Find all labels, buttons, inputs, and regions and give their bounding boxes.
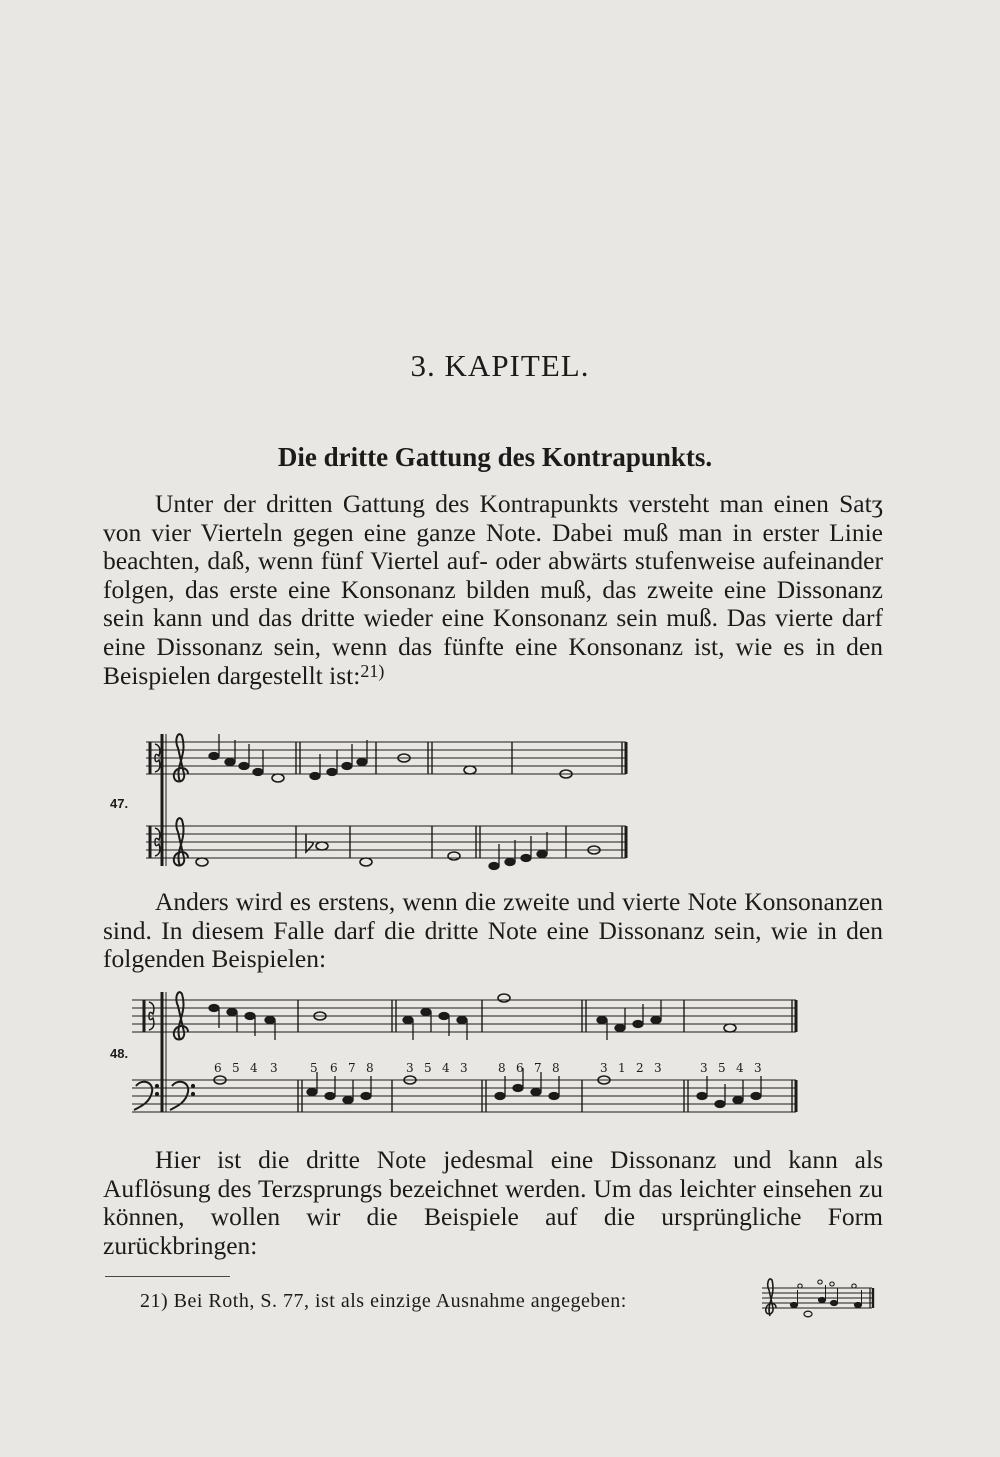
figure: 3 <box>600 1061 608 1075</box>
paragraph-2 <box>103 888 883 974</box>
figured-bass <box>214 1061 762 1075</box>
footnote-reference[interactable]: 21) <box>360 660 385 681</box>
treble-clef-icon <box>766 1279 776 1316</box>
figure: 3 <box>460 1061 468 1075</box>
chapter-heading: 3. KAPITEL. <box>410 348 590 383</box>
figure: 3 <box>754 1061 762 1075</box>
figure: 2 <box>636 1061 644 1075</box>
footnote-divider <box>105 1276 230 1277</box>
figure: 5 <box>232 1061 240 1075</box>
figure: 5 <box>424 1061 432 1075</box>
footnote-music-example <box>760 1274 876 1322</box>
figure: 4 <box>442 1061 450 1075</box>
music-example-47 <box>110 726 890 886</box>
figure: 3 <box>406 1061 414 1075</box>
section-heading: Die dritte Gattung des Kontrapunkts. <box>277 442 713 472</box>
paragraph-1 <box>103 490 883 690</box>
figure: 3 <box>700 1061 708 1075</box>
figure: 5 <box>310 1061 318 1075</box>
footnote-21: 21) Bei Roth, S. 77, ist als einzige Ausnahme angegeben: <box>140 1290 627 1312</box>
paragraph-2-text: Anders wird es erstens, wenn die zweite und vierte Note Konsonanzen sind. In diesem Falle darf die dritte Note eine Dissonanz sein, wie in den folgenden Beispielen: <box>103 887 883 974</box>
example-number-47: 47. <box>110 796 129 811</box>
figure: 8 <box>552 1061 560 1075</box>
figure: 4 <box>736 1061 744 1075</box>
figure: 1 <box>618 1061 626 1075</box>
figure: 8 <box>498 1061 506 1075</box>
figure: 4 <box>250 1061 258 1075</box>
flat-icon <box>306 834 313 852</box>
figure: 3 <box>270 1061 278 1075</box>
example-number-48: 48. <box>110 1046 129 1061</box>
paragraph-1-text: Unter der dritten Gattung des Kontrapunkts versteht man einen Satʒ von vier Vierteln gegen eine ganze Note. Dabei muß man in erster Linie beachten, daß, wenn fünf Viertel auf- oder abwärts stufenweise aufeinander folgen, das erste eine Konsonanz bilden muß, das zweite eine Dissonanz sein kann und das dritte wieder eine Konsonanz sein muß. Das vierte darf eine Dissonanz sein, wenn das fünfte eine Konsonanz ist, wie es in den Beispielen dargestellt ist: <box>103 489 883 690</box>
paragraph-3-text: Hier ist die dritte Note jedesmal eine Dissonanz und kann als Auflösung des Terzsprungs bezeichnet werden. Um das leichter einsehen zu können, wollen wir die Beispiele auf die ursprüngliche Form zurückbringen: <box>103 1145 883 1260</box>
figure: 8 <box>366 1061 374 1075</box>
figure: 6 <box>330 1061 338 1075</box>
figure: 3 <box>654 1061 662 1075</box>
figure: 5 <box>718 1061 726 1075</box>
figure: 7 <box>534 1061 542 1075</box>
paragraph-3 <box>103 1146 883 1260</box>
music-example-48 <box>110 984 890 1130</box>
figure: 7 <box>348 1061 356 1075</box>
figure: 6 <box>214 1061 222 1075</box>
figure: 6 <box>516 1061 524 1075</box>
